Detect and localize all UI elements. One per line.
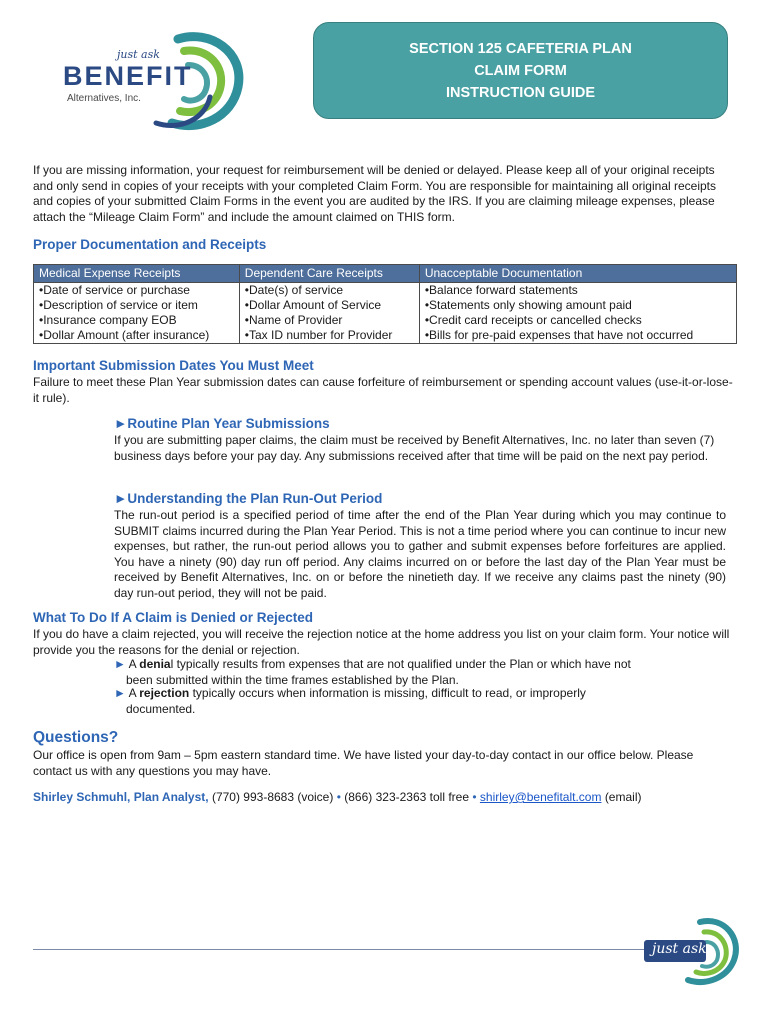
column-header-dependent-care: Dependent Care Receipts xyxy=(239,265,419,283)
denial-bullet xyxy=(114,657,656,688)
separator-dot: • xyxy=(336,790,341,804)
contact-phone: (770) 993-8683 (voice) xyxy=(211,790,334,804)
separator-dot: • xyxy=(472,790,477,804)
footer-divider xyxy=(33,949,645,950)
runout-heading-label: Understanding the Plan Run-Out Period xyxy=(127,491,383,506)
contact-email-suffix: (email) xyxy=(604,790,642,804)
documentation-table xyxy=(33,264,737,344)
arrow-right-icon: ► xyxy=(114,491,128,506)
logo-wordmark: BENEFIT xyxy=(63,61,193,91)
title-line-3: INSTRUCTION GUIDE xyxy=(445,84,596,101)
routine-heading xyxy=(114,416,330,431)
column-header-unacceptable: Unacceptable Documentation xyxy=(419,265,736,283)
footer-tagline: just ask xyxy=(652,941,707,957)
table-cell: •Bills for pre-paid expenses that have not occurred xyxy=(419,328,736,344)
column-header-medical: Medical Expense Receipts xyxy=(34,265,240,283)
routine-heading-label: Routine Plan Year Submissions xyxy=(127,416,330,431)
table-header-row xyxy=(34,265,737,283)
table-cell: •Insurance company EOB xyxy=(34,313,240,328)
arrow-right-icon: ► xyxy=(114,657,126,671)
rejection-bullet xyxy=(114,686,656,717)
table-cell: •Name of Provider xyxy=(239,313,419,328)
documentation-heading: Proper Documentation and Receipts xyxy=(33,237,267,252)
rejection-description: typically occurs when information is missing, difficult to read, or improperly documented. xyxy=(126,686,586,716)
title-line-2: CLAIM FORM xyxy=(474,62,567,79)
table-row xyxy=(34,328,737,344)
table-cell: •Date(s) of service xyxy=(239,283,419,299)
table-row xyxy=(34,283,737,299)
submission-dates-text: Failure to meet these Plan Year submission dates can cause forfeiture of reimbursement or spending account values (use-it-or-lose-it rule). xyxy=(33,375,733,405)
table-cell: •Description of service or item xyxy=(34,298,240,313)
table-cell: •Credit card receipts or cancelled checks xyxy=(419,313,736,328)
title-box xyxy=(313,22,728,119)
intro-paragraph: If you are missing information, your request for reimbursement will be denied or delayed. Please keep all of your original receipts and only send in copies of your receipts with your completed Claim Form. You are responsible for maintaining all original receipts and copies of your submitted Claim Forms in the event you are audited by the IRS. If you are claiming mileage expenses, please attach the “Mileage Claim Form” and include the amount claimed on THIS form. xyxy=(33,163,717,224)
table-cell: •Statements only showing amount paid xyxy=(419,298,736,313)
denied-heading: What To Do If A Claim is Denied or Rejected xyxy=(33,610,314,625)
logo-subtitle: Alternatives, Inc. xyxy=(67,93,141,104)
denial-description: l typically results from expenses that are not qualified under the Plan or which have not been submitted within the time frames established by the Plan. xyxy=(126,657,631,687)
rejection-prefix: A xyxy=(128,686,140,700)
denial-term: denia xyxy=(139,657,171,671)
arrow-right-icon: ► xyxy=(114,686,126,700)
submission-dates-heading: Important Submission Dates You Must Meet xyxy=(33,358,314,373)
runout-heading xyxy=(114,491,382,506)
table-cell: •Tax ID number for Provider xyxy=(239,328,419,344)
table-cell: •Balance forward statements xyxy=(419,283,736,299)
arrow-right-icon: ► xyxy=(114,416,128,431)
table-cell: •Dollar Amount (after insurance) xyxy=(34,328,240,344)
contact-name: Shirley Schmuhl, Plan Analyst, xyxy=(33,790,209,804)
contact-tollfree: (866) 323-2363 toll free xyxy=(344,790,469,804)
denied-text: If you do have a claim rejected, you will receive the rejection notice at the home address you list on your claim form. Your notice will provide you the reasons for the denial or rejection. xyxy=(33,627,730,657)
table-cell: •Date of service or purchase xyxy=(34,283,240,299)
contact-email-link[interactable]: shirley@benefitalt.com xyxy=(479,790,602,804)
denial-prefix: A xyxy=(128,657,140,671)
table-row xyxy=(34,298,737,313)
runout-text: The run-out period is a specified period of time after the end of the Plan Year during which you may continue to SUBMIT claims incurred during the Plan Year Period. This is not a time period where you can continue to incur new expenses, but rather, the run-out period allows you to gather and submit expenses before forfeitures are applied. You have a ninety (90) day run off period. Any claims incurred on or before the last day of the Plan Year must be received by Benefit Alternatives, Inc. on or before the ninetieth day. If we receive any claims past the ninety (90) day run-out period, they will not be paid. xyxy=(114,508,726,600)
table-row xyxy=(34,313,737,328)
logo-tagline: just ask xyxy=(117,48,160,61)
questions-text: Our office is open from 9am – 5pm eastern standard time. We have listed your day-to-day contact in our office below. Please contact us with any questions you may have. xyxy=(33,748,694,778)
contact-line xyxy=(33,790,743,806)
table-cell: •Dollar Amount of Service xyxy=(239,298,419,313)
rejection-term: rejection xyxy=(139,686,190,700)
routine-text: If you are submitting paper claims, the claim must be received by Benefit Alternatives, Inc. no later than seven (7) business days before your pay day. Any submissions received after that time will be paid on the next pay period. xyxy=(114,433,715,463)
title-line-1: SECTION 125 CAFETERIA PLAN xyxy=(409,40,632,57)
questions-heading: Questions? xyxy=(33,729,119,746)
